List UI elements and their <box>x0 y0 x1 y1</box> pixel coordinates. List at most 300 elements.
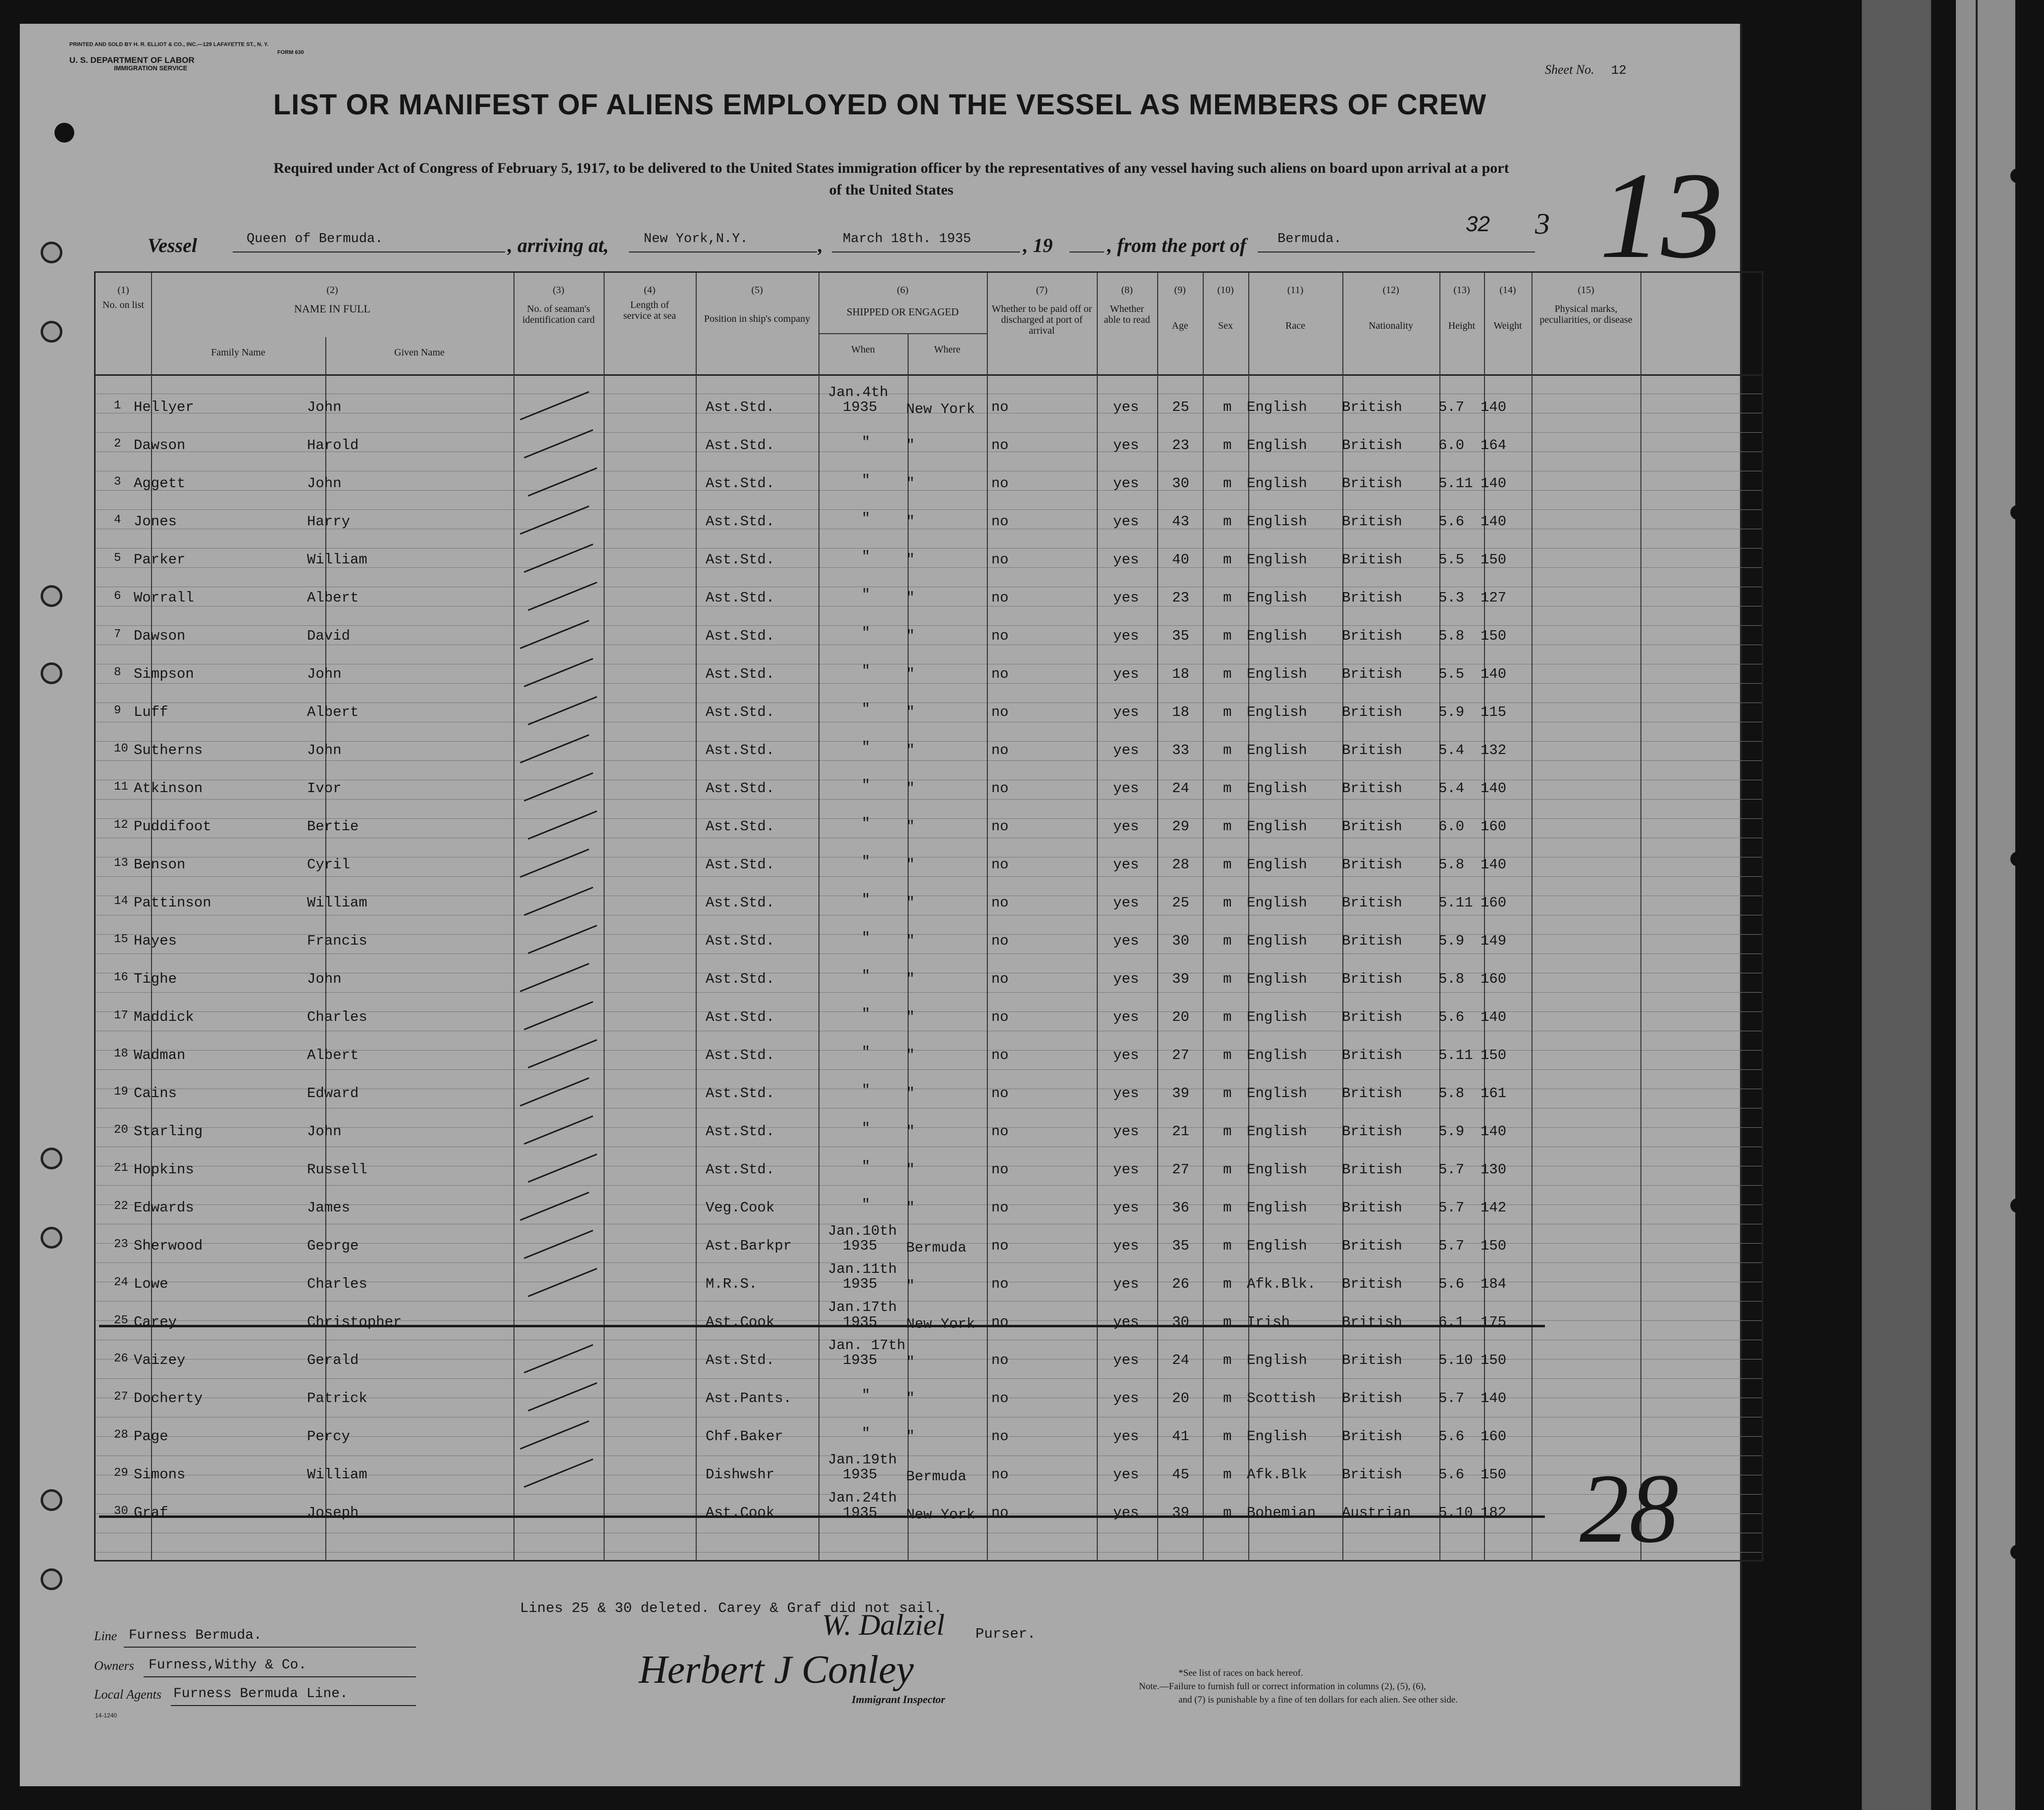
inspector-signature: Herbert J Conley <box>639 1648 914 1692</box>
year-label: , 19 <box>1023 234 1053 256</box>
paid-off: no <box>991 933 1009 949</box>
row-number: 7 <box>114 628 121 641</box>
nationality: British <box>1342 513 1402 530</box>
printer-imprint <box>69 41 446 72</box>
race: English <box>1247 856 1307 873</box>
able-to-read: yes <box>1113 475 1139 492</box>
shipped-when <box>862 1007 870 1022</box>
col-header-race: Race <box>1285 320 1305 331</box>
position: Ast.Std. <box>706 475 775 492</box>
tick-mark <box>528 1382 597 1411</box>
shipped-where: " <box>906 1123 915 1140</box>
col-header-shipped: SHIPPED OR ENGAGED <box>846 306 959 318</box>
tick-mark <box>524 1115 593 1145</box>
height: 5.7 <box>1438 1238 1465 1254</box>
subtitle-line: Required under Act of Congress of February 5, 1917, to be delivered to the United States immigration officer by the representatives of any vessel having such aliens on board upon arrival at a port <box>273 160 1509 176</box>
given-name: George <box>307 1238 359 1254</box>
family-name: Jones <box>134 513 177 530</box>
weight: 140 <box>1481 1123 1507 1140</box>
table-row <box>20 384 1740 428</box>
shipped-when-date: Jan.24th <box>828 1490 897 1506</box>
shipped-when-date: " <box>862 434 870 451</box>
shipped-when-date: " <box>862 930 870 946</box>
underline <box>1258 251 1535 252</box>
position: Ast.Std. <box>706 437 775 453</box>
height: 5.7 <box>1438 399 1465 415</box>
shipped-when <box>862 511 870 526</box>
weight: 115 <box>1481 704 1507 720</box>
shipped-where: " <box>906 1278 915 1294</box>
departure-port: Bermuda. <box>1278 232 1342 247</box>
height: 5.7 <box>1438 1200 1465 1216</box>
family-name: Carey <box>134 1314 177 1330</box>
race: Scottish <box>1247 1390 1316 1407</box>
sex: m <box>1223 437 1232 453</box>
shipped-when <box>862 1198 870 1212</box>
family-name: Aggett <box>134 475 186 492</box>
race: Afk.Blk <box>1247 1466 1307 1483</box>
shipped-when-year: 1935 <box>843 1238 877 1254</box>
row-number: 18 <box>114 1047 128 1060</box>
shipped-when-date: " <box>862 663 870 679</box>
weight: 150 <box>1481 1352 1507 1368</box>
weight: 140 <box>1481 399 1507 415</box>
shipped-when <box>862 969 870 984</box>
row-number: 28 <box>114 1428 128 1442</box>
given-name: William <box>307 895 367 911</box>
tick-mark <box>528 810 597 840</box>
binder-hole <box>2010 1198 2025 1213</box>
table-row <box>20 543 1740 580</box>
race: Irish <box>1247 1314 1290 1330</box>
nationality: British <box>1342 1085 1402 1102</box>
line-value: Furness Bermuda. <box>129 1628 262 1643</box>
shipped-when-date: " <box>862 587 870 603</box>
shipped-when-date: " <box>862 701 870 717</box>
paid-off: no <box>991 1505 1009 1521</box>
col-number: (15) <box>1578 285 1594 296</box>
age: 36 <box>1172 1200 1189 1216</box>
shipped-where: " <box>906 895 915 911</box>
binder-hole <box>2010 168 2025 183</box>
position: Ast.Pants. <box>706 1390 792 1407</box>
department-name: U. S. DEPARTMENT OF LABOR <box>69 55 195 65</box>
row-number: 13 <box>114 856 128 870</box>
table-row <box>20 1038 1740 1076</box>
shipped-when-date: " <box>862 549 870 565</box>
given-name: Patrick <box>307 1390 367 1407</box>
age: 24 <box>1172 1352 1189 1368</box>
col-header-read: Whether able to read <box>1104 303 1150 325</box>
shipped-when <box>862 1045 870 1060</box>
shipped-when-year: 1935 <box>843 399 877 415</box>
table-row <box>20 1000 1740 1038</box>
tick-mark <box>528 1039 597 1068</box>
paid-off: no <box>991 552 1009 568</box>
paid-off: no <box>991 1314 1009 1330</box>
shipped-when <box>862 588 870 603</box>
owners-value: Furness,Withy & Co. <box>149 1658 307 1673</box>
age: 20 <box>1172 1390 1189 1407</box>
able-to-read: yes <box>1113 513 1139 530</box>
strike-through-line <box>99 1325 1545 1327</box>
ink-dot <box>54 123 74 143</box>
able-to-read: yes <box>1113 704 1139 720</box>
height: 5.9 <box>1438 704 1465 720</box>
able-to-read: yes <box>1113 437 1139 453</box>
race: English <box>1247 475 1307 492</box>
family-name: Lowe <box>134 1276 168 1292</box>
sex: m <box>1223 1047 1232 1063</box>
background-strip <box>1862 0 1931 1810</box>
height: 6.1 <box>1438 1314 1465 1330</box>
family-name: Maddick <box>134 1009 194 1025</box>
sex: m <box>1223 1161 1232 1178</box>
tick-mark <box>528 582 597 611</box>
shipped-when <box>828 385 888 415</box>
underline <box>124 1647 416 1648</box>
row-number: 23 <box>114 1238 128 1251</box>
binder-hole <box>2010 852 2025 866</box>
shipped-when <box>862 931 870 946</box>
weight: 160 <box>1481 971 1507 987</box>
height: 6.0 <box>1438 818 1465 835</box>
col-header-nationality: Nationality <box>1369 320 1413 331</box>
age: 39 <box>1172 1505 1189 1521</box>
sex: m <box>1223 1352 1232 1368</box>
position: Ast.Std. <box>706 971 775 987</box>
nationality: British <box>1342 1276 1402 1292</box>
given-name: Bertie <box>307 818 359 835</box>
shipped-when-date: " <box>862 1197 870 1213</box>
nationality: British <box>1342 628 1402 644</box>
table-row <box>20 1114 1740 1152</box>
shipped-when-date: Jan.17th <box>828 1299 897 1315</box>
race: English <box>1247 552 1307 568</box>
age: 18 <box>1172 704 1189 720</box>
punch-hole <box>41 321 62 343</box>
shipped-when-year: 1935 <box>843 1352 877 1368</box>
race: English <box>1247 895 1307 911</box>
shipped-when-date: " <box>862 1425 870 1442</box>
able-to-read: yes <box>1113 1161 1139 1178</box>
age: 26 <box>1172 1276 1189 1292</box>
nationality: British <box>1342 1314 1402 1330</box>
row-number: 4 <box>114 513 121 527</box>
background-strip-edge <box>1976 0 1978 1810</box>
able-to-read: yes <box>1113 780 1139 797</box>
shipped-when-date: Jan.11th <box>828 1261 897 1277</box>
col-number: (10) <box>1217 285 1234 296</box>
row-number: 21 <box>114 1161 128 1175</box>
position: Ast.Std. <box>706 399 775 415</box>
age: 40 <box>1172 552 1189 568</box>
family-name: Graf <box>134 1505 168 1521</box>
col-number: (8) <box>1121 285 1133 296</box>
row-number: 1 <box>114 399 121 412</box>
given-name: John <box>307 742 342 758</box>
table-row <box>20 924 1740 961</box>
punch-hole <box>41 1568 62 1590</box>
shipped-when <box>862 778 870 793</box>
row-number: 15 <box>114 933 128 946</box>
given-name: Russell <box>307 1161 367 1178</box>
shipped-when-year: 1935 <box>843 1466 877 1483</box>
age: 27 <box>1172 1161 1189 1178</box>
shipped-when-year: 1935 <box>843 1314 877 1330</box>
race: English <box>1247 1047 1307 1063</box>
paid-off: no <box>991 856 1009 873</box>
sheet-number-value: 12 <box>1611 63 1627 78</box>
row-number: 20 <box>114 1123 128 1137</box>
able-to-read: yes <box>1113 1047 1139 1063</box>
position: Ast.Cook <box>706 1505 775 1521</box>
shipped-where: " <box>906 1354 915 1370</box>
arriving-label: , arriving at, <box>508 234 609 256</box>
able-to-read: yes <box>1113 1428 1139 1445</box>
shipped-when <box>862 1121 870 1136</box>
position: Chf.Baker <box>706 1428 783 1445</box>
age: 27 <box>1172 1047 1189 1063</box>
col-header-given-name: Given Name <box>394 347 445 358</box>
able-to-read: yes <box>1113 628 1139 644</box>
tick-mark <box>520 963 589 992</box>
weight: 175 <box>1481 1314 1507 1330</box>
table-row <box>20 581 1740 618</box>
footer-owners <box>94 1659 441 1673</box>
shipped-where: New York <box>906 1316 975 1332</box>
paid-off: no <box>991 971 1009 987</box>
able-to-read: yes <box>1113 1352 1139 1368</box>
height: 6.0 <box>1438 437 1465 453</box>
sex: m <box>1223 1200 1232 1216</box>
position: Ast.Std. <box>706 513 775 530</box>
tick-mark <box>524 772 593 802</box>
shipped-when-date: " <box>862 510 870 527</box>
age: 29 <box>1172 818 1189 835</box>
footer-line <box>94 1629 441 1644</box>
able-to-read: yes <box>1113 1466 1139 1483</box>
shipped-when-date: " <box>862 1158 870 1175</box>
position: Ast.Cook <box>706 1314 775 1330</box>
nationality: Austrian <box>1342 1505 1411 1521</box>
position: Ast.Std. <box>706 856 775 873</box>
sex: m <box>1223 971 1232 987</box>
shipped-when <box>828 1262 897 1292</box>
arrival-port: New York,N.Y. <box>644 232 748 247</box>
vessel-label: Vessel <box>148 234 197 256</box>
arrival-date: March 18th. 1935 <box>843 232 971 247</box>
agents-label: Local Agents <box>94 1687 162 1702</box>
family-name: Simons <box>134 1466 186 1483</box>
shipped-when-date: " <box>862 1387 870 1404</box>
paid-off: no <box>991 1161 1009 1178</box>
nationality: British <box>1342 1200 1402 1216</box>
shipped-when-date: " <box>862 777 870 794</box>
row-number: 19 <box>114 1085 128 1099</box>
race: English <box>1247 666 1307 682</box>
able-to-read: yes <box>1113 1009 1139 1025</box>
nationality: British <box>1342 971 1402 987</box>
row-number: 12 <box>114 818 128 832</box>
col-number: (7) <box>1036 285 1048 296</box>
col-header-height: Height <box>1448 320 1476 331</box>
sex: m <box>1223 1085 1232 1102</box>
paid-off: no <box>991 1009 1009 1025</box>
position: Ast.Std. <box>706 1123 775 1140</box>
row-number: 17 <box>114 1009 128 1022</box>
nationality: British <box>1342 1466 1402 1483</box>
note-line: and (7) is punishable by a fine of ten dollars for each alien. See other side. <box>1178 1695 1458 1705</box>
paid-off: no <box>991 590 1009 606</box>
sex: m <box>1223 666 1232 682</box>
shipped-when-date: " <box>862 968 870 984</box>
table-row <box>20 886 1740 923</box>
shipped-when-date: " <box>862 854 870 870</box>
table-row <box>20 428 1740 466</box>
given-name: Percy <box>307 1428 351 1445</box>
nationality: British <box>1342 1352 1402 1368</box>
nationality: British <box>1342 1009 1402 1025</box>
sex: m <box>1223 1238 1232 1254</box>
sex: m <box>1223 399 1232 415</box>
background-strip <box>1956 0 2015 1810</box>
given-name: Ivor <box>307 780 342 797</box>
shipped-where: " <box>906 1200 915 1216</box>
position: Ast.Std. <box>706 1352 775 1368</box>
race: English <box>1247 780 1307 797</box>
sex: m <box>1223 628 1232 644</box>
given-name: John <box>307 399 342 415</box>
paid-off: no <box>991 1276 1009 1292</box>
col-number: (9) <box>1174 285 1186 296</box>
footer-agents <box>94 1687 441 1702</box>
shipped-when-date: " <box>862 1044 870 1060</box>
shipped-when <box>862 855 870 869</box>
row-number: 22 <box>114 1200 128 1213</box>
weight: 127 <box>1481 590 1507 606</box>
nationality: British <box>1342 895 1402 911</box>
race: English <box>1247 1238 1307 1254</box>
table-row <box>20 1490 1740 1533</box>
race: English <box>1247 933 1307 949</box>
shipped-when-date: " <box>862 815 870 832</box>
form-number: FORM 630 <box>277 50 304 55</box>
weight: 140 <box>1481 513 1507 530</box>
underline <box>832 251 1020 252</box>
paid-off: no <box>991 666 1009 682</box>
row-number: 25 <box>114 1314 128 1327</box>
row-number: 29 <box>114 1466 128 1480</box>
table-row <box>20 1381 1740 1419</box>
shipped-when-date: " <box>862 472 870 489</box>
given-name: Harry <box>307 513 351 530</box>
shipped-when <box>862 1159 870 1174</box>
given-name: John <box>307 1123 342 1140</box>
able-to-read: yes <box>1113 399 1139 415</box>
col-header-age: Age <box>1172 320 1188 331</box>
table-row <box>20 1337 1740 1381</box>
family-name: Pattinson <box>134 895 211 911</box>
sex: m <box>1223 895 1232 911</box>
height: 5.5 <box>1438 666 1465 682</box>
height: 5.9 <box>1438 1123 1465 1140</box>
sex: m <box>1223 552 1232 568</box>
table-row <box>20 504 1740 542</box>
height: 5.10 <box>1438 1352 1473 1368</box>
nationality: British <box>1342 475 1402 492</box>
family-name: Atkinson <box>134 780 203 797</box>
height: 5.8 <box>1438 1085 1465 1102</box>
age: 45 <box>1172 1466 1189 1483</box>
able-to-read: yes <box>1113 1505 1139 1521</box>
page-subtitle <box>158 157 1624 201</box>
height: 5.6 <box>1438 1428 1465 1445</box>
weight: 150 <box>1481 628 1507 644</box>
position: Ast.Std. <box>706 666 775 682</box>
weight: 150 <box>1481 1466 1507 1483</box>
sex: m <box>1223 1390 1232 1407</box>
shipped-where: " <box>906 818 915 835</box>
race: English <box>1247 1428 1307 1445</box>
able-to-read: yes <box>1113 1276 1139 1292</box>
col-header-physical-marks: Physical marks, peculiarities, or disease <box>1539 303 1633 325</box>
shipped-when-date: " <box>862 739 870 755</box>
col-header-no: No. on list <box>102 300 144 310</box>
weight: 160 <box>1481 1428 1507 1445</box>
height: 5.11 <box>1438 895 1473 911</box>
paid-off: no <box>991 895 1009 911</box>
shipped-when-date: " <box>862 1120 870 1137</box>
shipped-when <box>862 702 870 717</box>
height: 5.6 <box>1438 513 1465 530</box>
row-number: 27 <box>114 1390 128 1404</box>
paid-off: no <box>991 1123 1009 1140</box>
age: 30 <box>1172 1314 1189 1330</box>
shipped-where: " <box>906 437 915 453</box>
tick-mark <box>524 658 593 687</box>
given-name: Harold <box>307 437 359 453</box>
tick-mark <box>524 1001 593 1030</box>
given-name: Charles <box>307 1276 367 1292</box>
family-name: Dawson <box>134 437 186 453</box>
given-name: Christopher <box>307 1314 402 1330</box>
position: Ast.Std. <box>706 628 775 644</box>
nationality: British <box>1342 1428 1402 1445</box>
shipped-where: New York <box>906 1507 975 1523</box>
family-name: Puddifoot <box>134 818 211 835</box>
weight: 184 <box>1481 1276 1507 1292</box>
paid-off: no <box>991 742 1009 758</box>
age: 41 <box>1172 1428 1189 1445</box>
position: Ast.Barkpr <box>706 1238 792 1254</box>
shipped-when-date: Jan. 17th <box>828 1337 906 1354</box>
given-name: Joseph <box>307 1505 359 1521</box>
shipped-where: " <box>906 1161 915 1178</box>
family-name: Simpson <box>134 666 194 682</box>
family-name: Page <box>134 1428 168 1445</box>
row-number: 30 <box>114 1505 128 1518</box>
family-name: Starling <box>134 1123 203 1140</box>
age: 30 <box>1172 933 1189 949</box>
family-name: Luff <box>134 704 168 720</box>
table-row <box>20 657 1740 695</box>
sex: m <box>1223 513 1232 530</box>
shipped-where: " <box>906 971 915 987</box>
position: Veg.Cook <box>706 1200 775 1216</box>
table-row <box>20 962 1740 1000</box>
height: 5.8 <box>1438 628 1465 644</box>
